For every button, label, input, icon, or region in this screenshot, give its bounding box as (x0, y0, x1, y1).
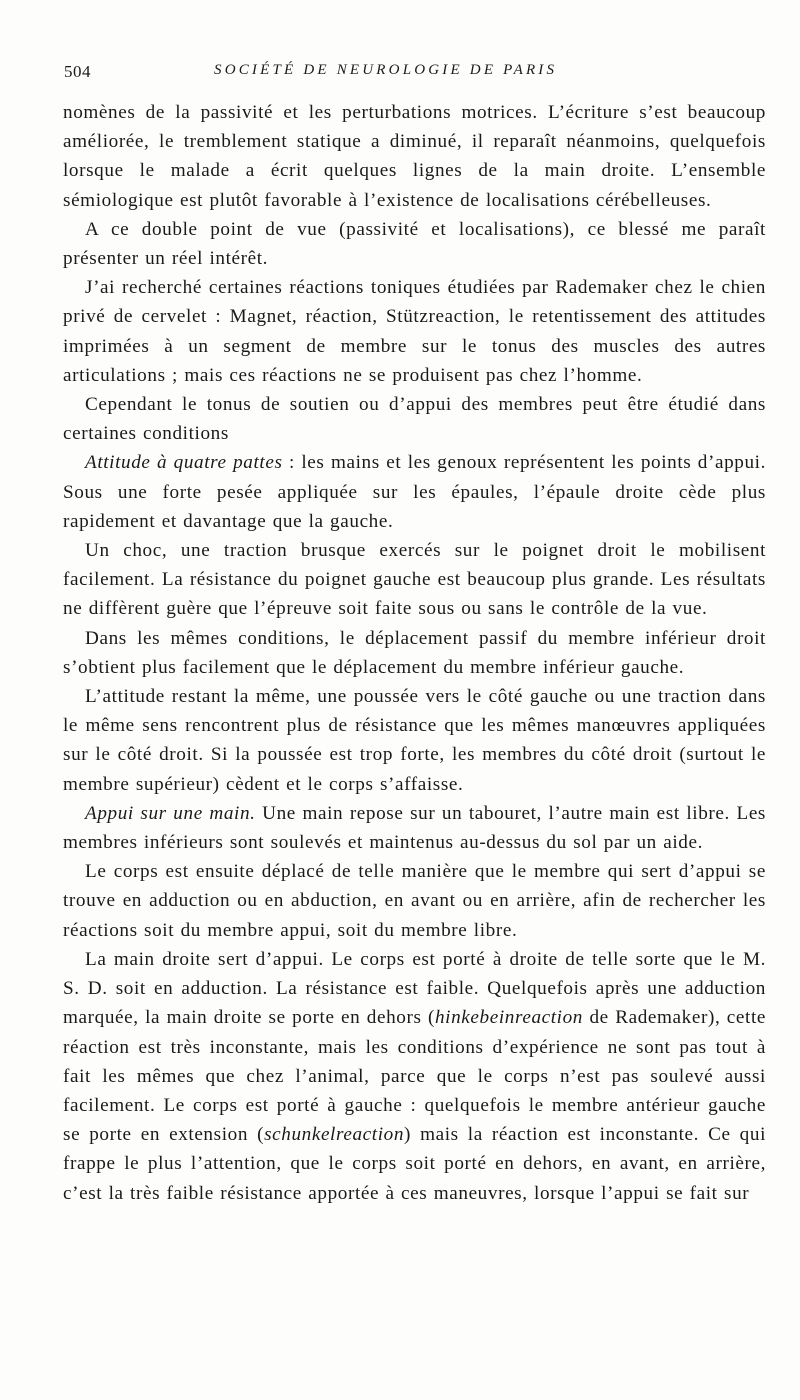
paragraph-text: J’ai recherché certaines réactions toniques étudiées par Rademaker chez le chien privé de cervelet : Magnet, réaction, Stützreaction, le retentissement des attitudes imprimées à un segment de membre sur le tonus des muscles des autres articulations ; mais ces réactions ne se produisent pas chez l’homme. (63, 277, 766, 386)
paragraph-text: Le corps est ensuite déplacé de telle manière que le membre qui sert d’appui se trouve en adduction ou en abduction, en avant ou en arrière, afin de rechercher les réactions soit du membre appui, soit du membre libre. (63, 861, 766, 941)
paragraph (63, 799, 766, 857)
paragraph (63, 98, 766, 215)
paragraph-text: Dans les mêmes conditions, le déplacement passif du membre inférieur droit s’obtient plus facilement que le déplacement du membre inférieur gauche. (63, 627, 766, 678)
page-number: 504 (64, 62, 91, 81)
paragraph-text: Un choc, une traction brusque exercés sur le poignet droit le mobilisent facilement. La résistance du poignet gauche est beaucoup plus grande. Les résultats ne diffèrent guère que l’épreuve soit faite sous ou sans le contrôle de la vue. (63, 540, 766, 620)
running-head: SOCIÉTÉ DE NEUROLOGIE DE PARIS (214, 62, 558, 78)
paragraph (63, 536, 766, 624)
italic-text: schunkelreaction (264, 1124, 405, 1146)
body-text (63, 98, 766, 1208)
paragraph (63, 215, 766, 273)
paragraph-text: A ce double point de vue (passivité et localisations), ce blessé me paraît présenter un réel intérêt. (63, 218, 766, 270)
italic-text: Attitude à quatre pattes (85, 452, 283, 474)
paragraph-text: Cependant le tonus de soutien ou d’appui des membres peut être étudié dans certaines conditions (63, 394, 766, 445)
paragraph (63, 448, 766, 536)
paragraph-text: ) mais la réaction est inconstante. Ce qui frappe le plus l’attention, que le corps soit porté en dehors, en avant, en arrière, c’est la très faible résistance apportée à ces maneuvres, lorsque l’appui se fait sur (63, 1124, 766, 1204)
page-header (64, 62, 766, 86)
paragraph (63, 857, 766, 945)
paragraph (63, 945, 766, 1208)
paragraph-text: Une main repose sur un tabouret, l’autre main est libre. Les membres inférieurs sont soulevés et maintenus au-dessus du sol par un aide. (63, 802, 766, 854)
italic-text: hinkebeinreaction (434, 1007, 584, 1029)
paragraph (63, 682, 766, 799)
paragraph-text: : les mains et les genoux représentent les points d’appui. Sous une forte pesée appliquée sur les épaules, l’épaule droite cède plus rapidement et davantage que la gauche. (63, 452, 766, 532)
paragraph-text: La main droite sert d’appui. Le corps est porté à droite de telle sorte que le M. S. D. soit en adduction. La résistance est faible. Quelquefois après une adduction marquée, la main droite se porte en dehors ( (63, 948, 766, 1029)
paragraph-text: de Rademaker), cette réaction est très inconstante, mais les conditions d’expérience ne sont pas tout à fait les mêmes que chez l’animal, parce que le corps n’est pas soulevé aussi facilement. Le corps est porté à gauche : quelquefois le membre antérieur gauche se porte en extension ( (63, 1007, 766, 1146)
italic-text: Appui sur une main. (85, 802, 256, 824)
paragraph (63, 624, 766, 682)
paragraph (63, 390, 766, 448)
paragraph-text: nomènes de la passivité et les perturbations motrices. L’écriture s’est beaucoup améliorée, le tremblement statique a diminué, il reparaît néanmoins, quelquefois lorsque le malade a écrit quelques lignes de la main droite. L’ensemble sémiologique est plutôt favorable à l’existence de localisations cérébelleuses. (63, 102, 766, 211)
paragraph (63, 273, 766, 390)
paragraph-text: L’attitude restant la même, une poussée vers le côté gauche ou une traction dans le même sens rencontrent plus de résistance que les mêmes manœuvres appliquées sur le côté droit. Si la poussée est trop forte, les membres du côté droit (surtout le membre supérieur) cèdent et le corps s’affaisse. (63, 686, 766, 795)
